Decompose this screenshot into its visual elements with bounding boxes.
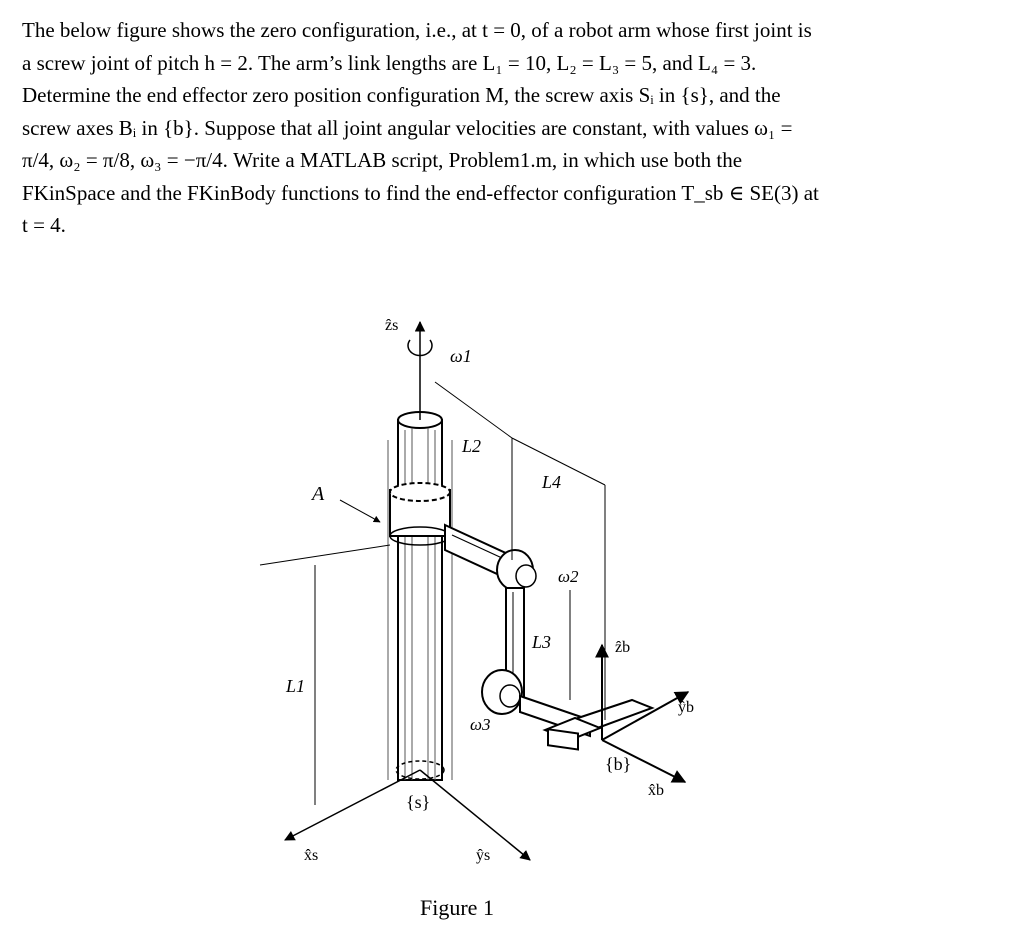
problem-line-2: a screw joint of pitch h = 2. The arm’s link lengths are L₁ = 10, L₂ = L₃ = 5, and L₄ = 3. [22, 50, 757, 75]
screw-column [388, 412, 452, 780]
label-l3: L3 [532, 632, 552, 652]
label-zs: ẑs [385, 317, 399, 334]
problem-line-7: t = 4. [22, 213, 66, 237]
problem-line-4: screw axes Bᵢ in {b}. Suppose that all joint angular velocities are constant, with values ω₁ = [22, 115, 793, 140]
label-w3: ω3 [470, 715, 491, 734]
problem-line-1: The below figure shows the zero configuration, i.e., at t = 0, of a robot arm whose first joint is [22, 18, 812, 42]
problem-statement [22, 14, 1002, 242]
problem-line-3: Determine the end effector zero position configuration M, the screw axis Sᵢ in {s}, and the [22, 83, 781, 107]
link-l3 [482, 588, 524, 714]
label-w2: ω2 [558, 567, 579, 586]
label-l4: L4 [542, 472, 562, 492]
link-l2 [445, 525, 536, 590]
robot-arm-figure [240, 300, 710, 900]
label-yb: ŷb [678, 699, 694, 716]
label-a: A [312, 483, 325, 505]
label-l2: L2 [462, 436, 482, 456]
label-xb: x̂b [648, 782, 664, 799]
problem-line-6: FKinSpace and the FKinBody functions to find the end-effector configuration T_sb ∈ SE(3) at [22, 180, 819, 205]
figure-caption: Figure 1 [420, 895, 494, 920]
problem-line-5: π/4, ω₂ = π/8, ω₃ = −π/4. Write a MATLAB script, Problem1.m, in which use both the [22, 148, 743, 172]
label-w1: ω1 [450, 346, 472, 366]
robot-arm-diagram [240, 300, 710, 900]
label-xs: x̂s [304, 847, 319, 864]
label-b-frame: {b} [605, 754, 632, 774]
label-ys: ŷs [476, 847, 491, 864]
label-l1: L1 [286, 676, 306, 696]
label-s-frame: {s} [406, 792, 431, 812]
label-zb: ẑb [615, 639, 631, 656]
